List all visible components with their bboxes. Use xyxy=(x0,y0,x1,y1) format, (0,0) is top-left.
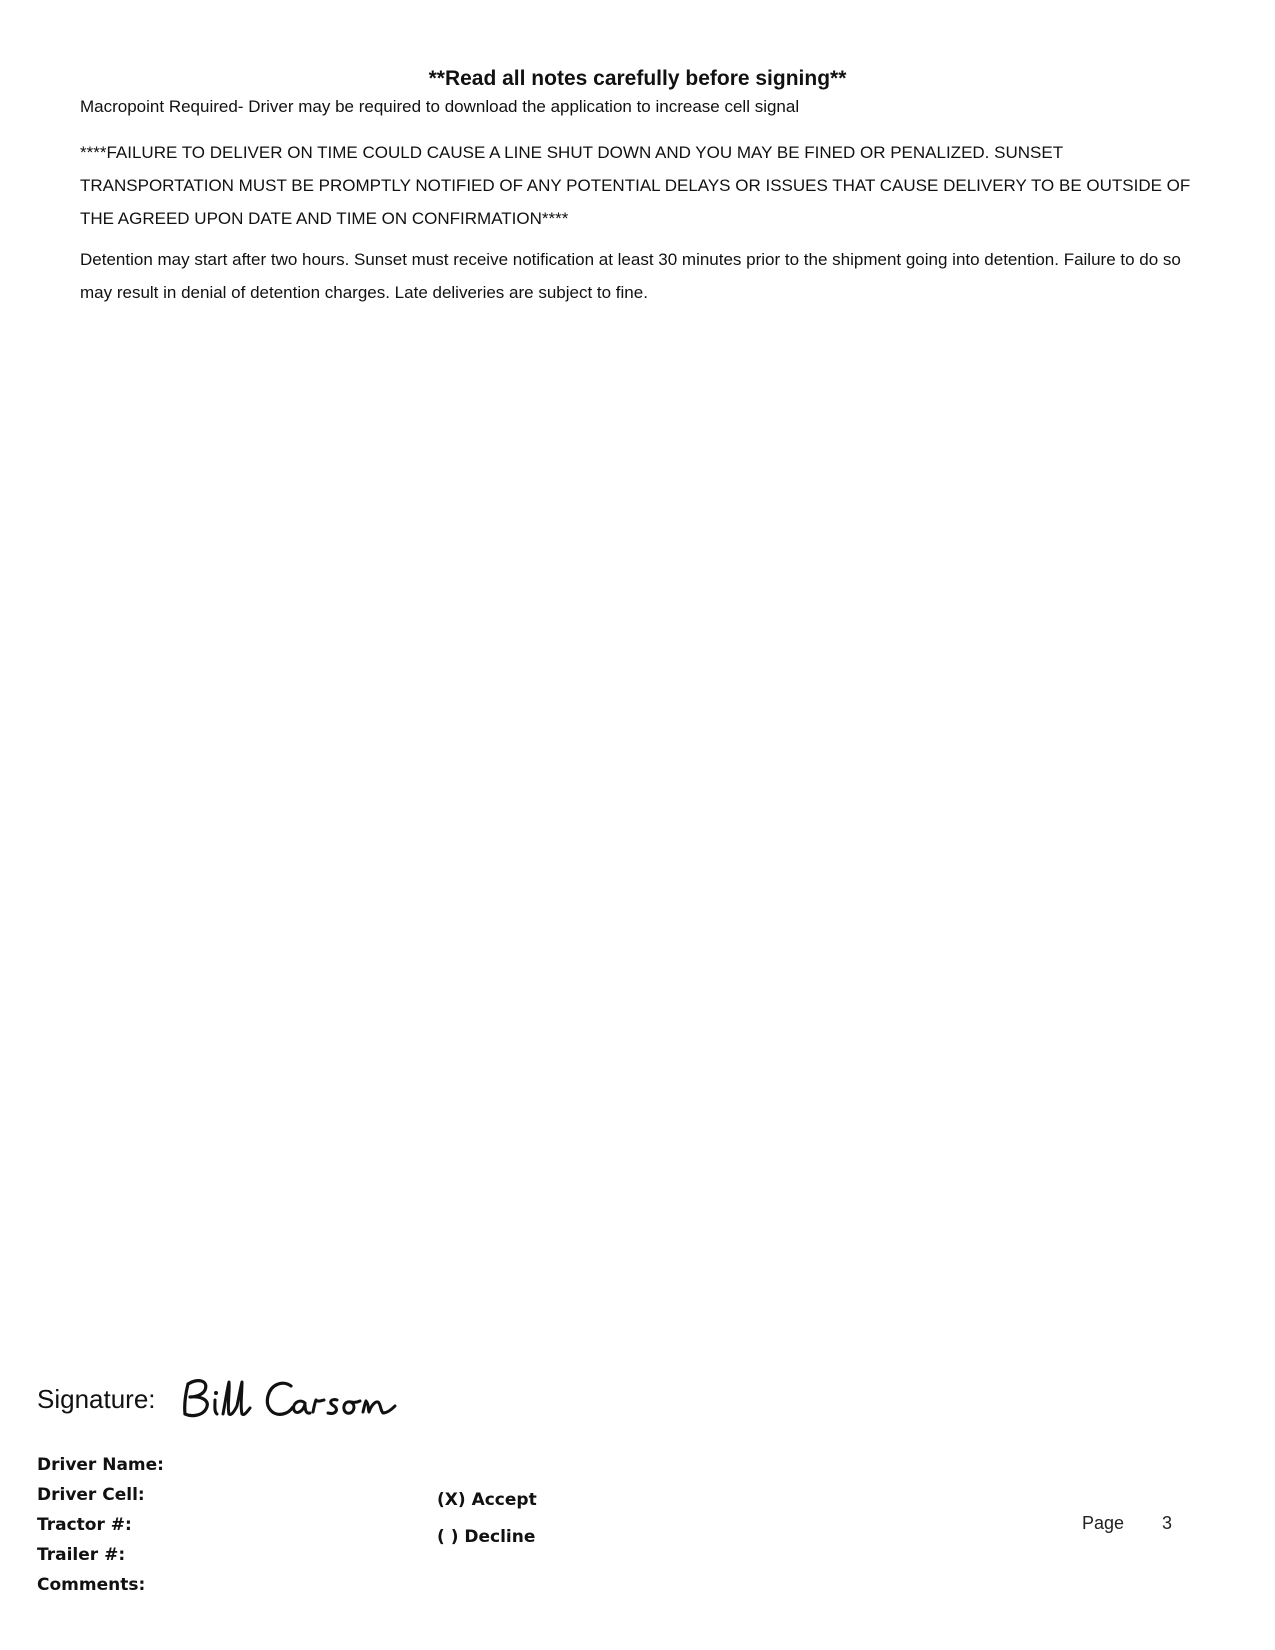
decision-options xyxy=(437,1482,537,1556)
detention-note: Detention may start after two hours. Sunset must receive notification at least 30 minutes prior to the shipment going into detention. Failure to do so may result in denial of detention charges. Late deliveries are subject to fine. xyxy=(80,250,1181,302)
macropoint-note: Macropoint Required- Driver may be required to download the application to increase cell signal xyxy=(80,97,800,116)
comments-label: Comments: xyxy=(37,1575,146,1595)
notes-heading: **Read all notes carefully before signing** xyxy=(428,67,847,90)
driver-cell-label: Driver Cell: xyxy=(37,1485,145,1505)
tractor-label: Tractor #: xyxy=(37,1515,132,1535)
failure-warning-note: ****FAILURE TO DELIVER ON TIME COULD CAUSE A LINE SHUT DOWN AND YOU MAY BE FINED OR PENALIZED. SUNSET TRANSPORTATION MUST BE PROMPTLY NOTIFIED OF ANY POTENTIAL DELAYS OR ISSUES THAT CAUSE DELIVERY TO BE OUTSIDE OF THE AGREED UPON DATE AND TIME ON CONFIRMATION**** xyxy=(80,143,1191,228)
decline-option: ( ) Decline xyxy=(437,1527,536,1547)
page-number-value: 3 xyxy=(1162,1513,1173,1533)
accept-option: (X) Accept xyxy=(437,1490,537,1510)
trailer-label: Trailer #: xyxy=(37,1545,126,1565)
driver-info-fields xyxy=(37,1450,164,1600)
page-label: Page xyxy=(1082,1513,1125,1533)
handwritten-signature xyxy=(179,1370,429,1426)
signature-label: Signature: xyxy=(37,1384,156,1414)
driver-name-label: Driver Name: xyxy=(37,1455,164,1475)
page-number xyxy=(1082,1512,1172,1534)
